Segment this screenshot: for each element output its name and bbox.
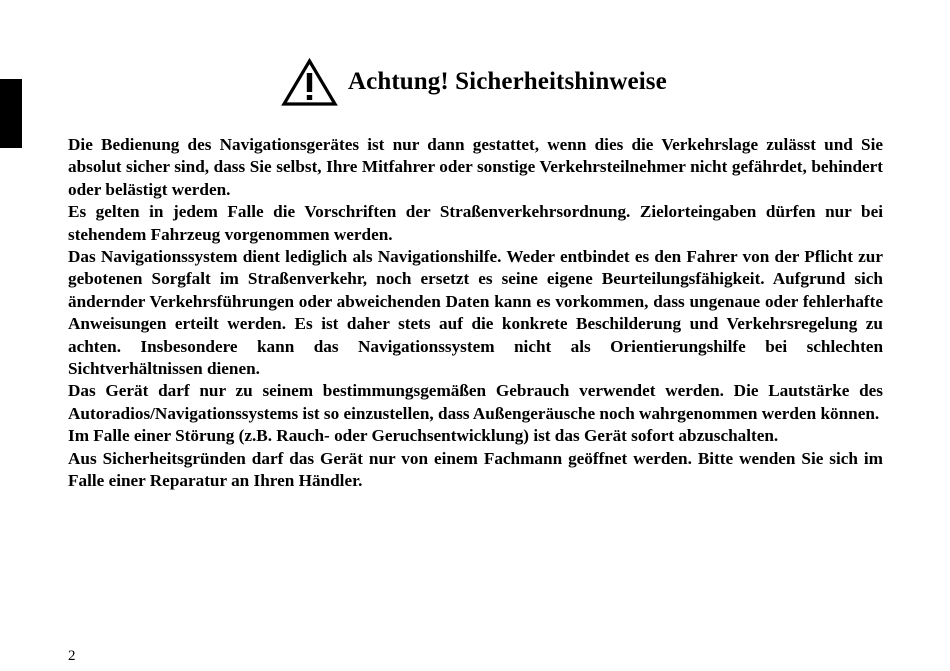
paragraph-driving-safety: Die Bedienung des Navigationsgerätes ist nur dann gestattet, wenn dies die Verkehrslage zulässt und Sie absolut sicher sind, dass Sie selbst, Ihre Mitfahrer oder sonstige Verkehrsteilnehmer nicht gefährdet, behindert oder belästigt werden. xyxy=(68,135,883,199)
page-title: Achtung! Sicherheitshinweise xyxy=(348,68,667,95)
paragraph-malfunction: Im Falle einer Störung (z.B. Rauch- oder Geruchsentwicklung) ist das Gerät sofort abzuschalten. xyxy=(68,426,779,446)
page-number: 2 xyxy=(68,648,76,664)
paragraph-repair: Aus Sicherheitsgründen darf das Gerät nur von einem Fachmann geöffnet werden. Bitte wenden Sie sich im Falle einer Reparatur an Ihren Händler. xyxy=(68,448,883,491)
section-tab-marker xyxy=(0,79,22,148)
paragraph-navigation-aid: Das Navigationssystem dient lediglich als Navigationshilfe. Weder entbindet es den Fahrer von der Pflicht zur gebotenen Sorgfalt im Straßenverkehr, noch ersetzt es seine eigene Beurteilungsfähigkeit. Aufgrund sich ändernder Verkehrsführungen oder abweichenden Daten kann es vorkommen, dass ungenaue oder fehlerhafte Anweisungen erteilt werden. Es ist daher stets auf die konkrete Beschilderung und Verkehrsregelung zu achten. Insbesondere kann das Navigationssystem nicht als Orientierungshilfe bei schlechten Sichtverhältnissen dienen. xyxy=(68,247,883,379)
page-header xyxy=(281,57,667,107)
paragraph-volume: Das Gerät darf nur zu seinem bestimmungsgemäßen Gebrauch verwendet werden. Die Lautstärke des Autoradios/Navigationssystems ist so einzustellen, dass Außengeräusche noch wahrgenommen werden können. xyxy=(68,381,883,423)
warning-triangle-icon xyxy=(281,58,338,107)
safety-notice-text xyxy=(68,134,883,493)
paragraph-traffic-rules: Es gelten in jedem Falle die Vorschriften der Straßenverkehrsordnung. Zielorteingaben dürfen nur bei stehendem Fahrzeug vorgenommen werden. xyxy=(68,202,883,244)
